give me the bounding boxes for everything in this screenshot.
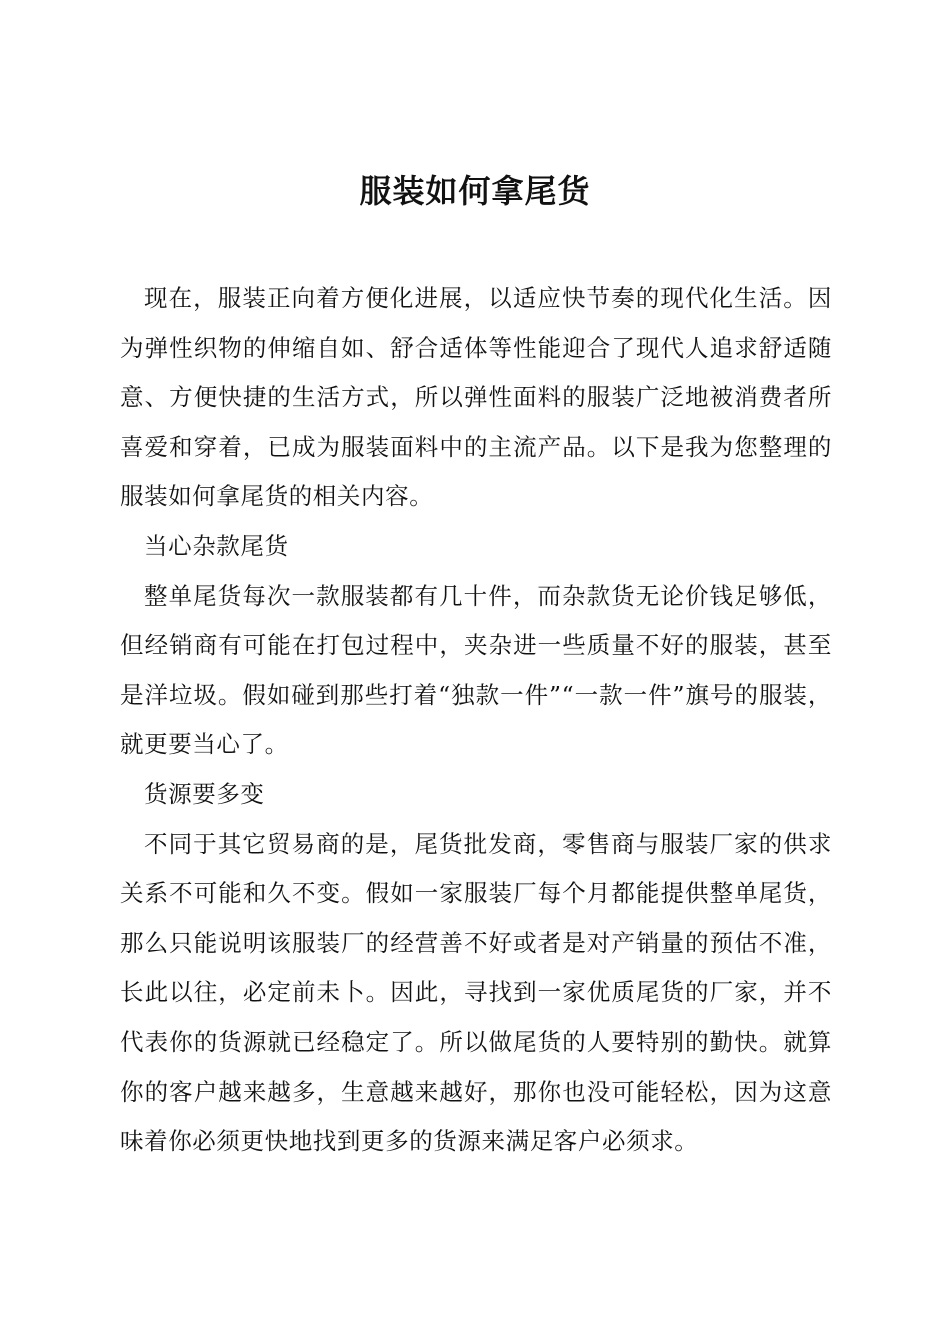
section-heading-supply-sources: 货源要多变 <box>144 779 265 808</box>
intro-paragraph: 现在，服装正向着方便化进展，以适应快节奏的现代化生活。因为弹性织物的伸缩自如、舒合适体等性能迎合了现代人追求舒适随意、方便快捷的生活方式，所以弹性面料的服装广泛地被消费者所喜爱和穿着，已成为服装面料中的主流产品。以下是我为您整理的服装如何拿尾货的相关内容。 <box>120 284 832 511</box>
supply-sources-paragraph: 不同于其它贸易商的是，尾货批发商，零售商与服装厂家的供求关系不可能和久不变。假如一家服装厂每个月都能提供整单尾货，那么只能说明该服装厂的经营善不好或者是对产销量的预估不准，长此以往，必定前未卜。因此，寻找到一家优质尾货的厂家，并不代表你的货源就已经稳定了。所以做尾货的人要特别的勤快。就算你的客户越来越多，生意越来越好，那你也没可能轻松，因为这意味着你必须更快地找到更多的货源来满足客户必须求。 <box>120 829 832 1156</box>
section-heading-mixed-stock: 当心杂款尾货 <box>144 531 289 560</box>
page-title: 服装如何拿尾货 <box>359 172 591 211</box>
document-body <box>120 274 832 1167</box>
mixed-stock-paragraph: 整单尾货每次一款服装都有几十件，而杂款货无论价钱足够低，但经销商有可能在打包过程中，夹杂进一些质量不好的服装，甚至是洋垃圾。假如碰到那些打着“独款一件”“一款一件”旗号的服装，就更要当心了。 <box>120 581 832 759</box>
